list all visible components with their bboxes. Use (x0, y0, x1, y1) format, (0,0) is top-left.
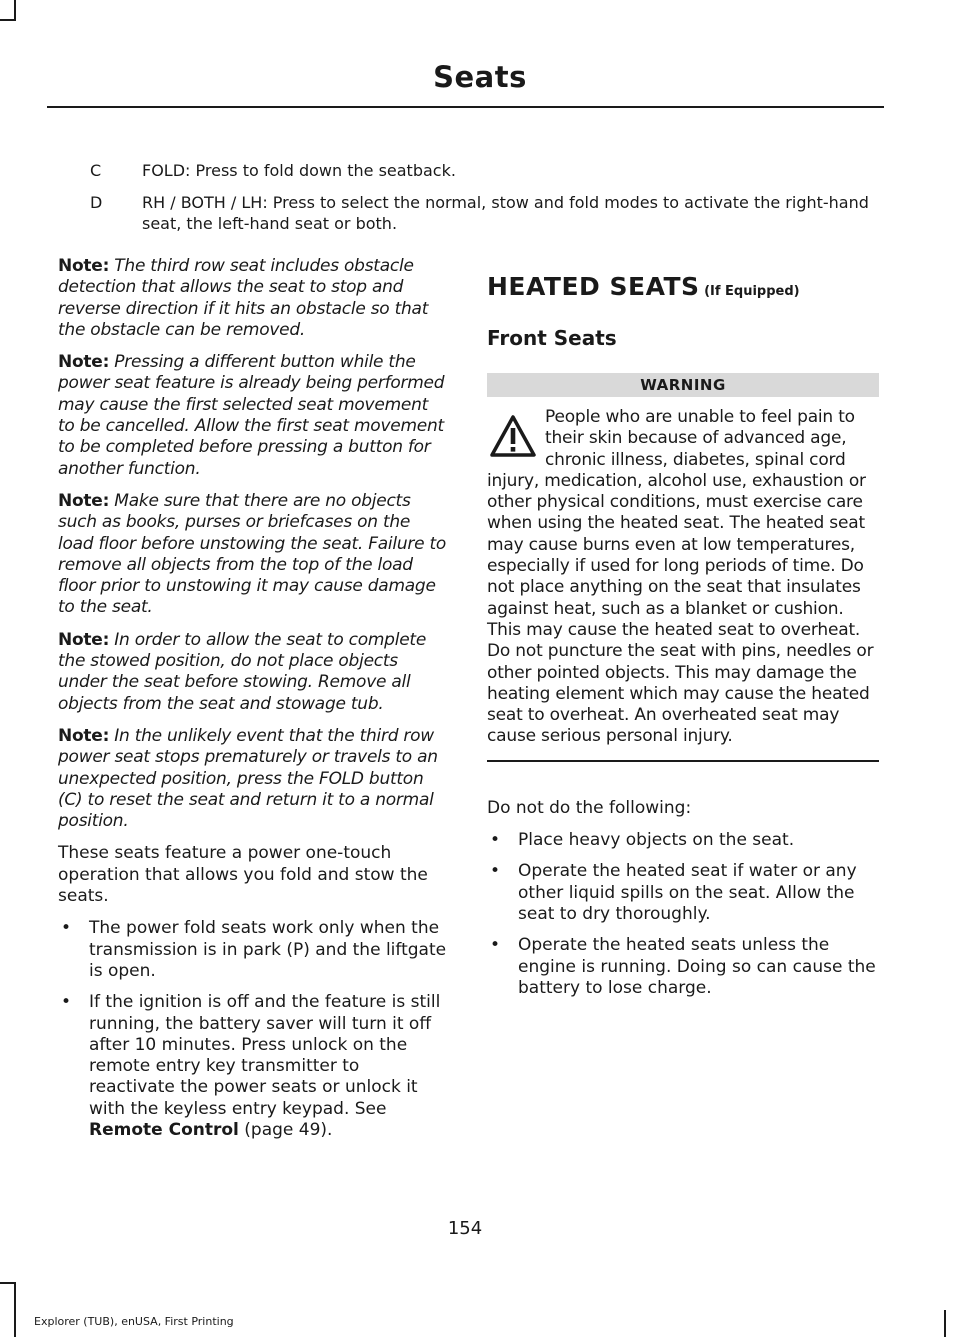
title-rule (47, 106, 884, 108)
warning-box (487, 373, 879, 762)
footer-text: Explorer (TUB), enUSA, First Printing (34, 1315, 234, 1328)
legend-key: C (90, 161, 102, 180)
warning-text: People who are unable to feel pain to their skin because of advanced age, chronic illness, diabetes, spinal cord injury, medication, alcohol use, exhaustion or other physical conditions, must exercise care when using the heated seat. The heated seat may cause burns even at low temperatures, especially if used for long periods of time. Do not place anything on the seat that insulates against heat, such as a blanket or cushion. This may cause the heated seat to overheat. Do not puncture the seat with pins, needles or other pointed objects. This may damage the heating element which may cause the heated seat to overheat. An overheated seat may cause serious personal injury. (487, 407, 874, 747)
note-text: Pressing a different button while the power seat feature is already being performed may cause the first selected seat movement to be cancelled. Allow the first seat movement to be completed before pressing a button for another function. (58, 352, 445, 479)
note (58, 352, 448, 480)
bullet-list (58, 918, 448, 1141)
warning-title: WARNING (487, 373, 879, 397)
warning-rule (487, 760, 879, 762)
legend-key: D (90, 193, 103, 212)
intro-text: Do not do the following: (487, 797, 692, 818)
crop-mark (14, 1282, 16, 1337)
page-reference: (page 49). (238, 1119, 333, 1140)
legend-item (90, 192, 880, 234)
crop-mark (0, 19, 16, 21)
note-label: Note: (58, 725, 110, 746)
key-legend (90, 160, 880, 245)
list-item: • Operate the heated seat if water or any other liquid spills on the seat. Allow the seat to dry thoroughly. (487, 861, 879, 925)
bullet-list (487, 830, 879, 999)
list-item: • Place heavy objects on the seat. (487, 830, 879, 851)
note-text: In the unlikely event that the third row power seat stops prematurely or travels to an unexpected position, press the FOLD button (C) to reset the seat and return it to a normal position. (58, 725, 438, 832)
legend-text: FOLD: Press to fold down the seatback. (142, 161, 456, 180)
subheading: Front Seats (487, 326, 617, 350)
note-text: In order to allow the seat to complete the stowed position, do not place objects under the seat before stowing. Remove all objects from the seat and stowage tub. (58, 629, 427, 714)
crop-mark (944, 1310, 946, 1337)
legend-item (90, 160, 880, 181)
right-column (487, 272, 879, 1009)
remote-control-link[interactable]: Remote Control (89, 1119, 239, 1140)
warning-body (487, 407, 879, 748)
note (58, 630, 448, 715)
note-text: Make sure that there are no objects such as books, purses or briefcases on the load floor before unstowing the seat. Failure to remove all objects from the top of the load floor prior to unstowing it may cause damage to the seat. (58, 490, 447, 618)
note-label: Note: (58, 256, 110, 276)
list-item-text: If the ignition is off and the feature is still running, the battery saver will turn it off after 10 minutes. Press unlock on the remote entry key transmitter to reactivate the power seats or unlock it with the keyless entry keypad. See (89, 992, 441, 1119)
page-number: 154 (447, 1218, 483, 1239)
list-item (58, 992, 448, 1141)
left-column (58, 256, 448, 1151)
section-title: HEATED SEATS (487, 272, 700, 301)
note (58, 491, 448, 619)
crop-mark (0, 1282, 16, 1284)
page-title: Seats (433, 60, 527, 94)
note-label: Note: (58, 629, 110, 650)
section-heading (487, 272, 879, 307)
legend-text: RH / BOTH / LH: Press to select the normal, stow and fold modes to activate the right-hand seat, the left-hand seat or both. (142, 193, 869, 233)
note-label: Note: (58, 352, 110, 373)
section-suffix: (If Equipped) (699, 284, 800, 299)
list-item: • The power fold seats work only when the transmission is in park (P) and the liftgate is open. (58, 918, 448, 982)
crop-mark (14, 0, 16, 20)
note (58, 256, 448, 341)
note-label: Note: (58, 490, 110, 511)
body-paragraph: These seats feature a power one-touch operation that allows you fold and stow the seats. (58, 843, 428, 907)
note-text: The third row seat includes obstacle detection that allows the seat to stop and reverse direction if it hits an obstacle so that the obstacle can be removed. (58, 256, 429, 340)
note (58, 726, 448, 832)
warning-triangle-icon (489, 413, 537, 459)
list-item: • Operate the heated seats unless the engine is running. Doing so can cause the battery to lose charge. (487, 935, 879, 999)
